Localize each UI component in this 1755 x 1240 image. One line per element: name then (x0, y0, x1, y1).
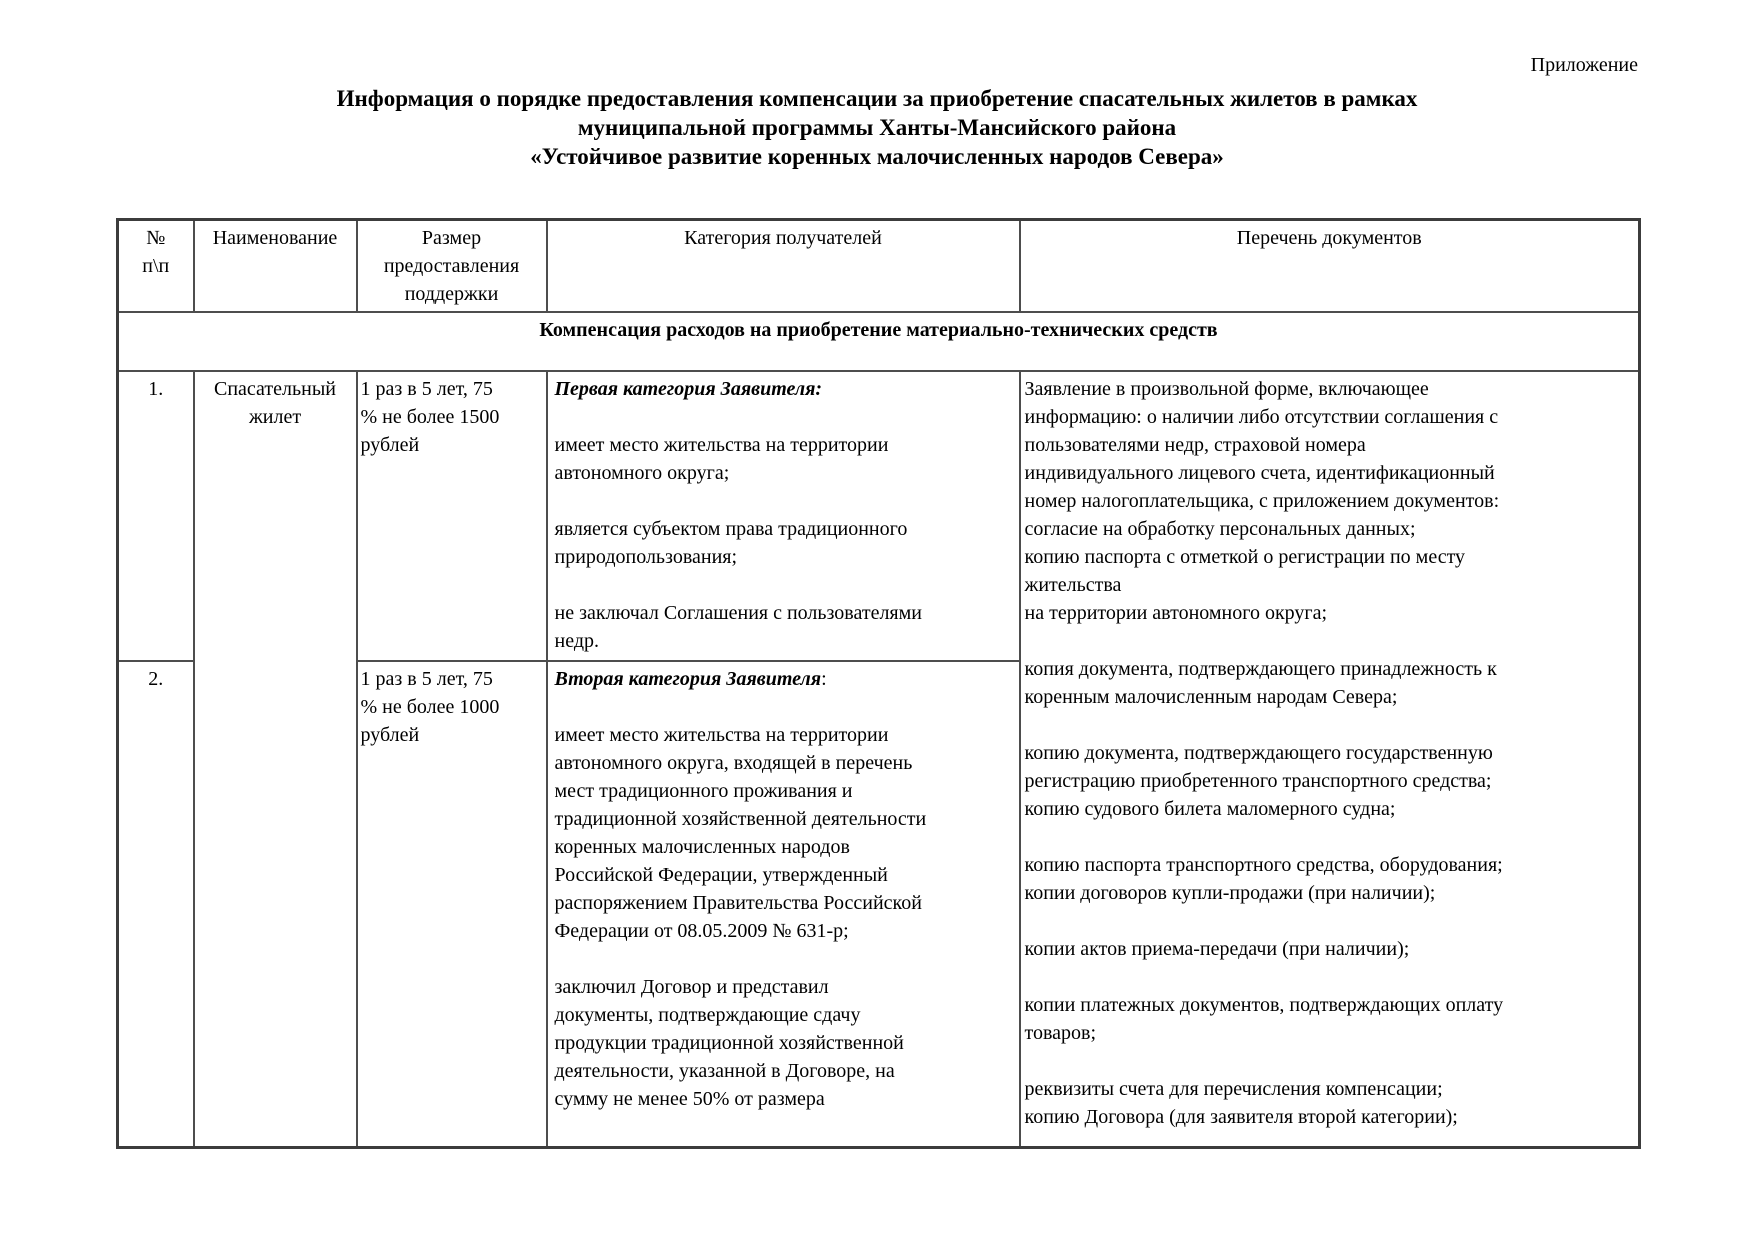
row2-size-cell: 1 раз в 5 лет, 75 % не более 1000 рублей (357, 661, 547, 1147)
row1-category-cell (547, 371, 1020, 661)
document-title (116, 84, 1638, 171)
row2-category-cell (547, 661, 1020, 1147)
col-header-name: Наименование (194, 220, 357, 313)
category-criteria: имеет место жительства на территории автономного округа, входящей в перечень мест традиционного проживания и традиционной хозяйственной деятельности коренных малочисленных народов Российской Федерации, утвержденный распоряжением Правительства Российской Федерации от 08.05.2009 № 631-р; заключил Договор и представил документы, подтверждающие сдачу продукции традиционной хозяйственной деятельности, указанной в Договоре, на сумму не менее 50% от размера (554, 724, 927, 1110)
col-header-size: Размер предоставления поддержки (357, 220, 547, 313)
category-criteria: имеет место жительства на территории автономного округа; является субъектом права традиционного природопользования; не заключал Соглашения с пользователями недр. (554, 434, 922, 652)
title-line: муниципальной программы Ханты-Мансийского района (577, 115, 1177, 140)
row1-number-cell: 1. (118, 371, 194, 661)
col-header-documents: Перечень документов (1020, 220, 1640, 313)
category-heading: Вторая категория Заявителя: (554, 668, 827, 690)
title-line: Информация о порядке предоставления компенсации за приобретение спасательных жилетов в рамках (336, 86, 1418, 111)
compensation-table (116, 218, 1641, 1149)
col-header-category: Категория получателей (547, 220, 1020, 313)
row2-number-cell: 2. (118, 661, 194, 1147)
col-header-num: № п\п (118, 220, 194, 313)
annex-label: Приложение (1530, 54, 1638, 76)
item-name-cell: Спасательный жилет (194, 371, 357, 1147)
category-heading: Первая категория Заявителя: (554, 378, 823, 400)
title-line: «Устойчивое развитие коренных малочисленных народов Севера» (530, 144, 1224, 169)
row1-size-cell: 1 раз в 5 лет, 75 % не более 1500 рублей (357, 371, 547, 661)
documents-cell: Заявление в произвольной форме, включающее информацию: о наличии либо отсутствии соглашения с пользователями недр, страховой номера индивидуального лицевого счета, идентификационный номер налогоплательщика, с приложением документов: согласие на обработку персональных данных; копию паспорта с отметкой о регистрации по месту жительства на территории автономного округа; копия документа, подтверждающего принадлежность к коренным малочисленным народам Севера; копию документа, подтверждающего государственную регистрацию приобретенного транспортного средства; копию судового билета маломерного судна; копию паспорта транспортного средства, оборудования; копии договоров купли-продажи (при наличии); копии актов приема-передачи (при наличии); копии платежных документов, подтверждающих оплату товаров; реквизиты счета для перечисления компенсации; копию Договора (для заявителя второй категории); (1020, 371, 1640, 1147)
section-header: Компенсация расходов на приобретение материально-технических средств (118, 312, 1640, 371)
